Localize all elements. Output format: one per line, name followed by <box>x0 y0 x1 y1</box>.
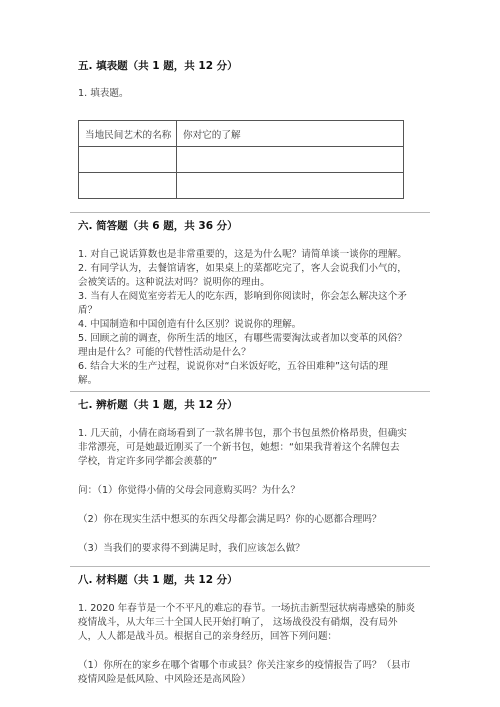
section-6-line: 盾？ <box>78 305 98 316</box>
section-6-line: 理由是什么？可能的代替性活动是什么？ <box>78 347 251 358</box>
section-6-heading: 六. 简答题（共 6 题，共 36 分） <box>78 220 238 232</box>
section-7-line: 1. 几天前，小倩在商场看到了一款名牌书包，那个书包虽然价格昂贵，但确实 <box>78 428 407 439</box>
section-7-question-2: （2）你在现实生活中想买的东西父母都会满足吗？你的心愿都合理吗？ <box>78 514 382 525</box>
section-6-line: 1. 对自己说话算数也是非常重要的，这是为什么呢？请简单谈一谈你的理解。 <box>78 249 407 260</box>
section-5-heading: 五. 填表题（共 1 题，共 12 分） <box>78 60 238 72</box>
section-8-question-1-line: 疫情风险是低风险、中风险还是高风险） <box>78 674 251 685</box>
section-8-line: 人，人人都是战斗员。根据自己的亲身经历，回答下列问题： <box>78 631 338 642</box>
section-8-line: 疫情战斗，从大年三十全国人民开始打响了， 这场战役没有硝烟，没有局外 <box>78 617 398 628</box>
section-6-line: 5. 回顾之前的调查，你所生活的地区，有哪些需要淘汰或者加以变革的风俗？ <box>78 333 407 344</box>
section-6-line: 解。 <box>78 375 98 386</box>
table-header-cell: 你对它的了解 <box>177 121 404 147</box>
section-divider <box>70 391 430 392</box>
section-7-line: 非常漂亮，可是她最近刚买了一个新书包，她想：“如果我背着这个名牌包去 <box>78 442 400 453</box>
table-header-cell: 当地民间艺术的名称 <box>79 121 177 147</box>
section-8-line: 1. 2020 年春节是一个不平凡的难忘的春节。一场抗击新型冠状病毒感染的肺炎 <box>78 603 416 614</box>
table-cell[interactable] <box>79 173 177 199</box>
section-divider <box>70 566 430 567</box>
section-divider <box>70 212 430 213</box>
table-cell[interactable] <box>177 147 404 173</box>
section-7-line: 学校，肯定许多同学都会羡慕的” <box>78 456 218 467</box>
section-6-line: 3. 当有人在阅览室旁若无人的吃东西，影响到你阅读时，你会怎么解决这个矛 <box>78 291 407 302</box>
table-cell[interactable] <box>177 173 404 199</box>
table-header-row <box>79 121 404 147</box>
table-row <box>79 173 404 199</box>
section-8-question-1-line: （1）你所在的家乡在哪个省哪个市或县？你关注家乡的疫情报告了吗？（县市 <box>78 660 411 671</box>
table-cell[interactable] <box>79 147 177 173</box>
section-6-line: 6. 结合大米的生产过程，说说你对“白米饭好吃，五谷田难种”这句话的理 <box>78 361 388 372</box>
section-6-line: 2. 有同学认为，去餐馆请客，如果桌上的菜都吃完了，客人会说我们小气的， <box>78 263 407 274</box>
fill-in-table <box>78 120 404 199</box>
section-8-heading: 八. 材料题（共 1 题，共 12 分） <box>78 574 238 586</box>
section-6-line: 会被笑话的。这种说法对吗？说明你的理由。 <box>78 277 270 288</box>
section-7-question-1: 问：（1）你觉得小倩的父母会同意购买吗？为什么？ <box>78 485 300 496</box>
section-5-question-1: 1. 填表题。 <box>78 88 129 99</box>
section-7-heading: 七. 辨析题（共 1 题，共 12 分） <box>78 399 238 411</box>
table-row <box>79 147 404 173</box>
section-7-question-3: （3）当我们的要求得不到满足时，我们应该怎么做？ <box>78 543 305 554</box>
section-6-line: 4. 中国制造和中国创造有什么区别？说说你的理解。 <box>78 319 302 330</box>
